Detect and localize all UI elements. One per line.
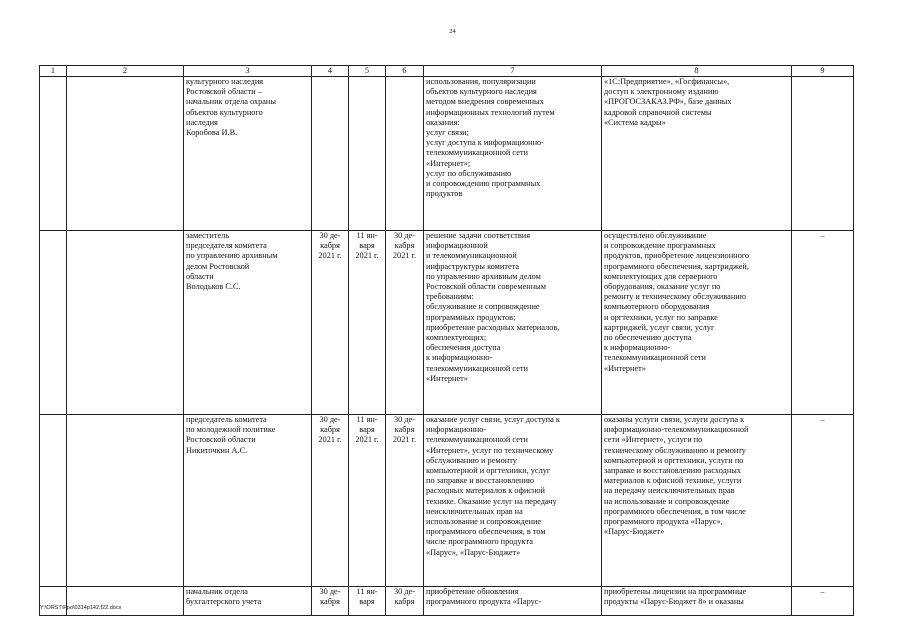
table-row bbox=[40, 415, 854, 587]
column-number: 1 bbox=[40, 66, 67, 77]
program-cell bbox=[67, 231, 184, 415]
column-number: 6 bbox=[386, 66, 424, 77]
planned-start-cell: 30 де- кабря bbox=[312, 587, 349, 616]
report-table bbox=[39, 65, 854, 616]
program-cell bbox=[67, 415, 184, 587]
responsible-cell: заместитель председателя комитета по управлению архивным делом Ростовской области Володьков С.С. bbox=[184, 231, 312, 415]
actual-result-cell: оказаны услуги связи, услуги доступа к информационно-телекоммуникационной сети «Интернет», услуги по техническому обслуживанию и ремонту компьютерной и оргтехники, услуги по заправке и восстановлению расходных материалов к офисной технике, услуги на передачу неисключительных прав на использование и сопровождение программного обеспечения, в том числе программного продукта «Парус», «Парус-Бюджет» bbox=[602, 415, 792, 587]
end-date-cell: 30 де- кабря bbox=[386, 587, 424, 616]
program-cell bbox=[67, 77, 184, 231]
table-row bbox=[40, 77, 854, 231]
notes-cell: – bbox=[792, 415, 854, 587]
expected-result-cell: приобретение обновления программного продукта «Парус- bbox=[424, 587, 602, 616]
expected-result-cell: решение задачи соответствия информационной и телекоммуникационной инфраструктуры комитета по управлению архивным делом Ростовской области современным требованиям: обслуживание и сопровождение программных продуктов; приобретение расходных материалов, комплектующих; обеспечения доступа к информационно- телекоммуникационной сети «Интернет» bbox=[424, 231, 602, 415]
column-number: 4 bbox=[312, 66, 349, 77]
actual-start-cell: 11 ян- варя bbox=[349, 587, 386, 616]
row-number-cell bbox=[40, 587, 67, 616]
responsible-cell: председатель комитета по молодежной политике Ростовской области Никиточкин А.С. bbox=[184, 415, 312, 587]
notes-cell: – bbox=[792, 587, 854, 616]
responsible-cell: культурного наследия Ростовской области – начальник отдела охраны объектов культурного наследия Коробова И.В. bbox=[184, 77, 312, 231]
end-date-cell: 30 де- кабря 2021 г. bbox=[386, 415, 424, 587]
notes-cell bbox=[792, 77, 854, 231]
program-cell bbox=[67, 587, 184, 616]
column-number: 8 bbox=[602, 66, 792, 77]
end-date-cell: 30 де- кабря 2021 г. bbox=[386, 231, 424, 415]
actual-start-cell: 11 ян- варя 2021 г. bbox=[349, 231, 386, 415]
notes-cell: – bbox=[792, 231, 854, 415]
actual-start-cell bbox=[349, 77, 386, 231]
page-number: 24 bbox=[449, 28, 456, 35]
column-number: 2 bbox=[67, 66, 184, 77]
column-number: 7 bbox=[424, 66, 602, 77]
footer-file-path: Y:\ORST\Ppo\0314p142.f22.docx bbox=[40, 605, 122, 611]
actual-start-cell: 11 ян- варя 2021 г. bbox=[349, 415, 386, 587]
planned-start-cell: 30 де- кабря 2021 г. bbox=[312, 415, 349, 587]
planned-start-cell: 30 де- кабря 2021 г. bbox=[312, 231, 349, 415]
actual-result-cell: приобретены лицензии на программные продукты «Парус-Бюджет 8» и оказаны bbox=[602, 587, 792, 616]
column-number-row bbox=[40, 66, 854, 77]
column-number: 3 bbox=[184, 66, 312, 77]
column-number: 9 bbox=[792, 66, 854, 77]
planned-start-cell bbox=[312, 77, 349, 231]
table-row bbox=[40, 231, 854, 415]
end-date-cell bbox=[386, 77, 424, 231]
table-row bbox=[40, 587, 854, 616]
expected-result-cell: использования, популяризации объектов культурного наследия методом внедрения современных информационных технологий путем оказания: услуг связи; услуг доступа к информационно- телекоммуникационной сети «Интернет»; услуг по обслуживанию и сопровождению программных продуктов bbox=[424, 77, 602, 231]
row-number-cell bbox=[40, 231, 67, 415]
actual-result-cell: «1С:Предприятие», «Госфинансы», доступ к электронному изданию «ПРОГОСЗАКАЗ.РФ», базе данных кадровой справочной системы «Система кадры» bbox=[602, 77, 792, 231]
expected-result-cell: оказание услуг связи, услуг доступа к информационно- телекоммуникационной сети «Интернет», услуг по техническому обслуживанию и ремонту компьютерной и оргтехники, услуг по заправке и восстановлению расходных материалов к офисной технике. Оказание услуг на передачу неисключительных прав на использование и сопровождение программного обеспечения, в том числе программного продукта «Парус», «Парус-Бюджет» bbox=[424, 415, 602, 587]
responsible-cell: начальник отдела бухгалтерского учета bbox=[184, 587, 312, 616]
column-number: 5 bbox=[349, 66, 386, 77]
row-number-cell bbox=[40, 415, 67, 587]
row-number-cell bbox=[40, 77, 67, 231]
actual-result-cell: осуществлено обслуживание и сопровождение программных продуктов, приобретение лицензионного программного обеспечения, картриджей, комплектующих для серверного оборудования, оказание услуг по ремонту и техническому обслуживанию компьютерного оборудования и оргтехники, услуг по заправке картриджей, услуг связи, услуг по обеспечению доступа к информационно- телекоммуникационной сети «Интернет» bbox=[602, 231, 792, 415]
